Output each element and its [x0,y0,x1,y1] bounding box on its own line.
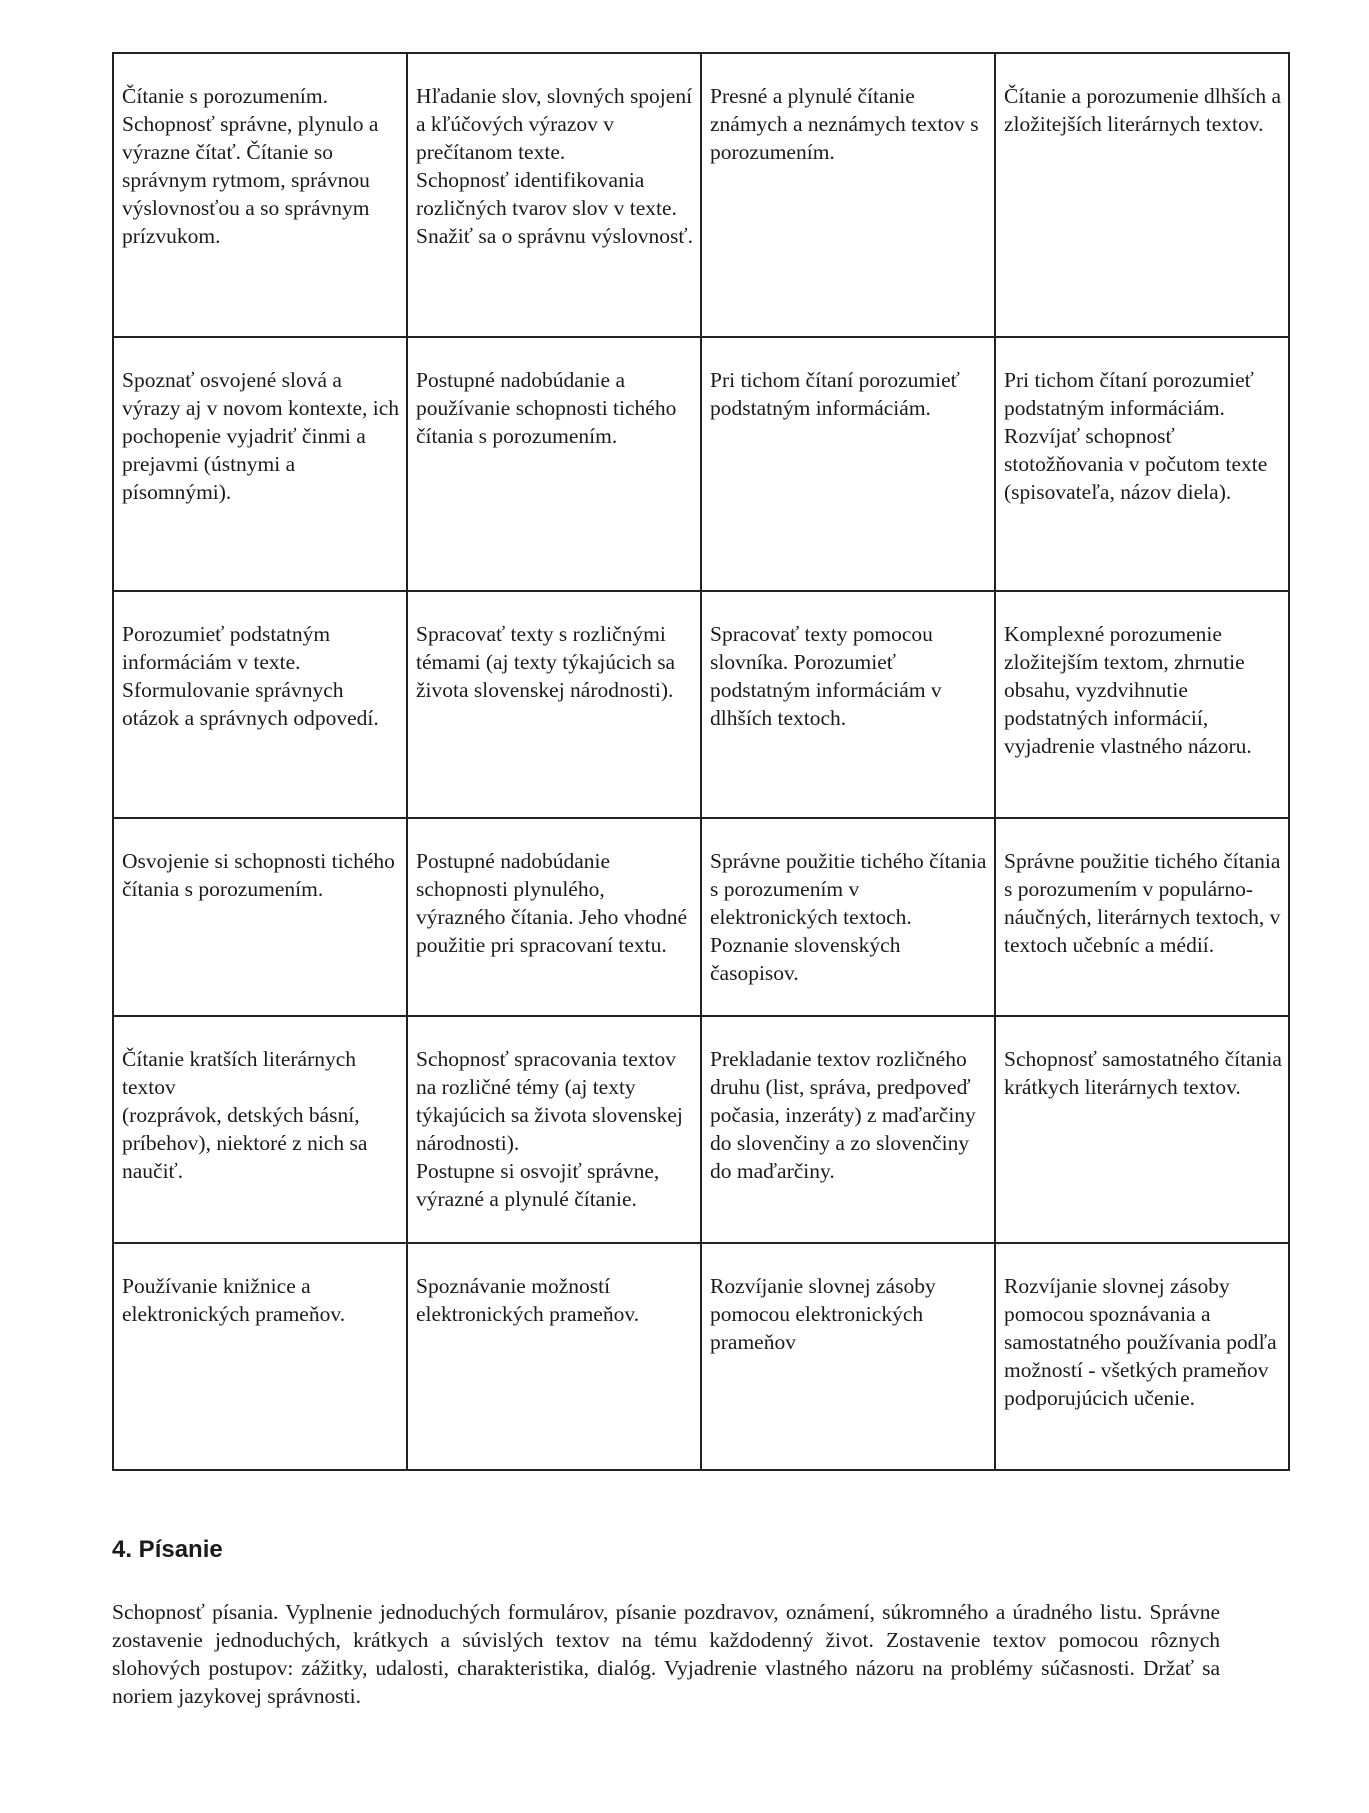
table-cell: Čítanie kratších literárnych textov (rozprávok, detských básní, príbehov), niektoré z nich sa naučiť. [113,1016,407,1243]
table-cell: Presné a plynulé čítanie známych a neznámych textov s porozumením. [701,53,995,337]
table-cell: Schopnosť spracovania textov na rozličné témy (aj texty týkajúcich sa života slovenskej národnosti). Postupne si osvojiť správne, výrazné a plynulé čítanie. [407,1016,701,1243]
table-cell: Prekladanie textov rozličného druhu (list, správa, predpoveď počasia, inzeráty) z maďarčiny do slovenčiny a zo slovenčiny do maďarčiny. [701,1016,995,1243]
table-row [113,337,1289,591]
section-heading: 4. Písanie [112,1536,223,1563]
table-cell: Hľadanie slov, slovných spojení a kľúčových výrazov v prečítanom texte. Schopnosť identifikovania rozličných tvarov slov v texte. Snažiť sa o správnu výslovnosť. [407,53,701,337]
table-cell: Komplexné porozumenie zložitejším textom, zhrnutie obsahu, vyzdvihnutie podstatných informácií, vyjadrenie vlastného názoru. [995,591,1289,818]
table-cell: Osvojenie si schopnosti tichého čítania s porozumením. [113,818,407,1016]
curriculum-table [112,52,1290,1471]
section-paragraph: Schopnosť písania. Vyplnenie jednoduchých formulárov, písanie pozdravov, oznámení, súkromného a úradného listu. Správne zostavenie jednoduchých, krátkych a súvislých textov na tému každodenný život. Zostavenie textov pomocou rôznych slohových postupov: zážitky, udalosti, charakteristika, dialóg. Vyjadrenie vlastného názoru na problémy súčasnosti. Držať sa noriem jazykovej správnosti. [112,1600,1220,1708]
table-cell: Používanie knižnice a elektronických prameňov. [113,1243,407,1470]
table-cell: Rozvíjanie slovnej zásoby pomocou spoznávania a samostatného používania podľa možností - všetkých prameňov podporujúcich učenie. [995,1243,1289,1470]
table-row [113,591,1289,818]
table-cell: Pri tichom čítaní porozumieť podstatným informáciám. [701,337,995,591]
table-cell: Postupné nadobúdanie schopnosti plynulého, výrazného čítania. Jeho vhodné použitie pri spracovaní textu. [407,818,701,1016]
table-row [113,1016,1289,1243]
table-cell: Spoznávanie možností elektronických prameňov. [407,1243,701,1470]
table-cell: Rozvíjanie slovnej zásoby pomocou elektronických prameňov [701,1243,995,1470]
table-cell: Spracovať texty pomocou slovníka. Porozumieť podstatným informáciám v dlhších textoch. [701,591,995,818]
table-cell: Čítanie a porozumenie dlhších a zložitejších literárnych textov. [995,53,1289,337]
table-cell: Správne použitie tichého čítania s porozumením v elektronických textoch. Poznanie slovenských časopisov. [701,818,995,1016]
table-cell: Spracovať texty s rozličnými témami (aj texty týkajúcich sa života slovenskej národnosti). [407,591,701,818]
table-cell: Schopnosť samostatného čítania krátkych literárnych textov. [995,1016,1289,1243]
table-row [113,818,1289,1016]
table-row [113,53,1289,337]
table-cell: Pri tichom čítaní porozumieť podstatným informáciám. Rozvíjať schopnosť stotožňovania v počutom texte (spisovateľa, názov diela). [995,337,1289,591]
table-row [113,1243,1289,1470]
table-cell: Postupné nadobúdanie a používanie schopnosti tichého čítania s porozumením. [407,337,701,591]
table-cell: Správne použitie tichého čítania s porozumením v populárno-náučných, literárnych textoch, v textoch učebníc a médií. [995,818,1289,1016]
table-cell: Čítanie s porozumením. Schopnosť správne, plynulo a výrazne čítať. Čítanie so správnym rytmom, správnou výslovnosťou a so správnym prízvukom. [113,53,407,337]
table-cell: Spoznať osvojené slová a výrazy aj v novom kontexte, ich pochopenie vyjadriť činmi a prejavmi (ústnymi a písomnými). [113,337,407,591]
table-cell: Porozumieť podstatným informáciám v texte. Sformulovanie správnych otázok a správnych odpovedí. [113,591,407,818]
